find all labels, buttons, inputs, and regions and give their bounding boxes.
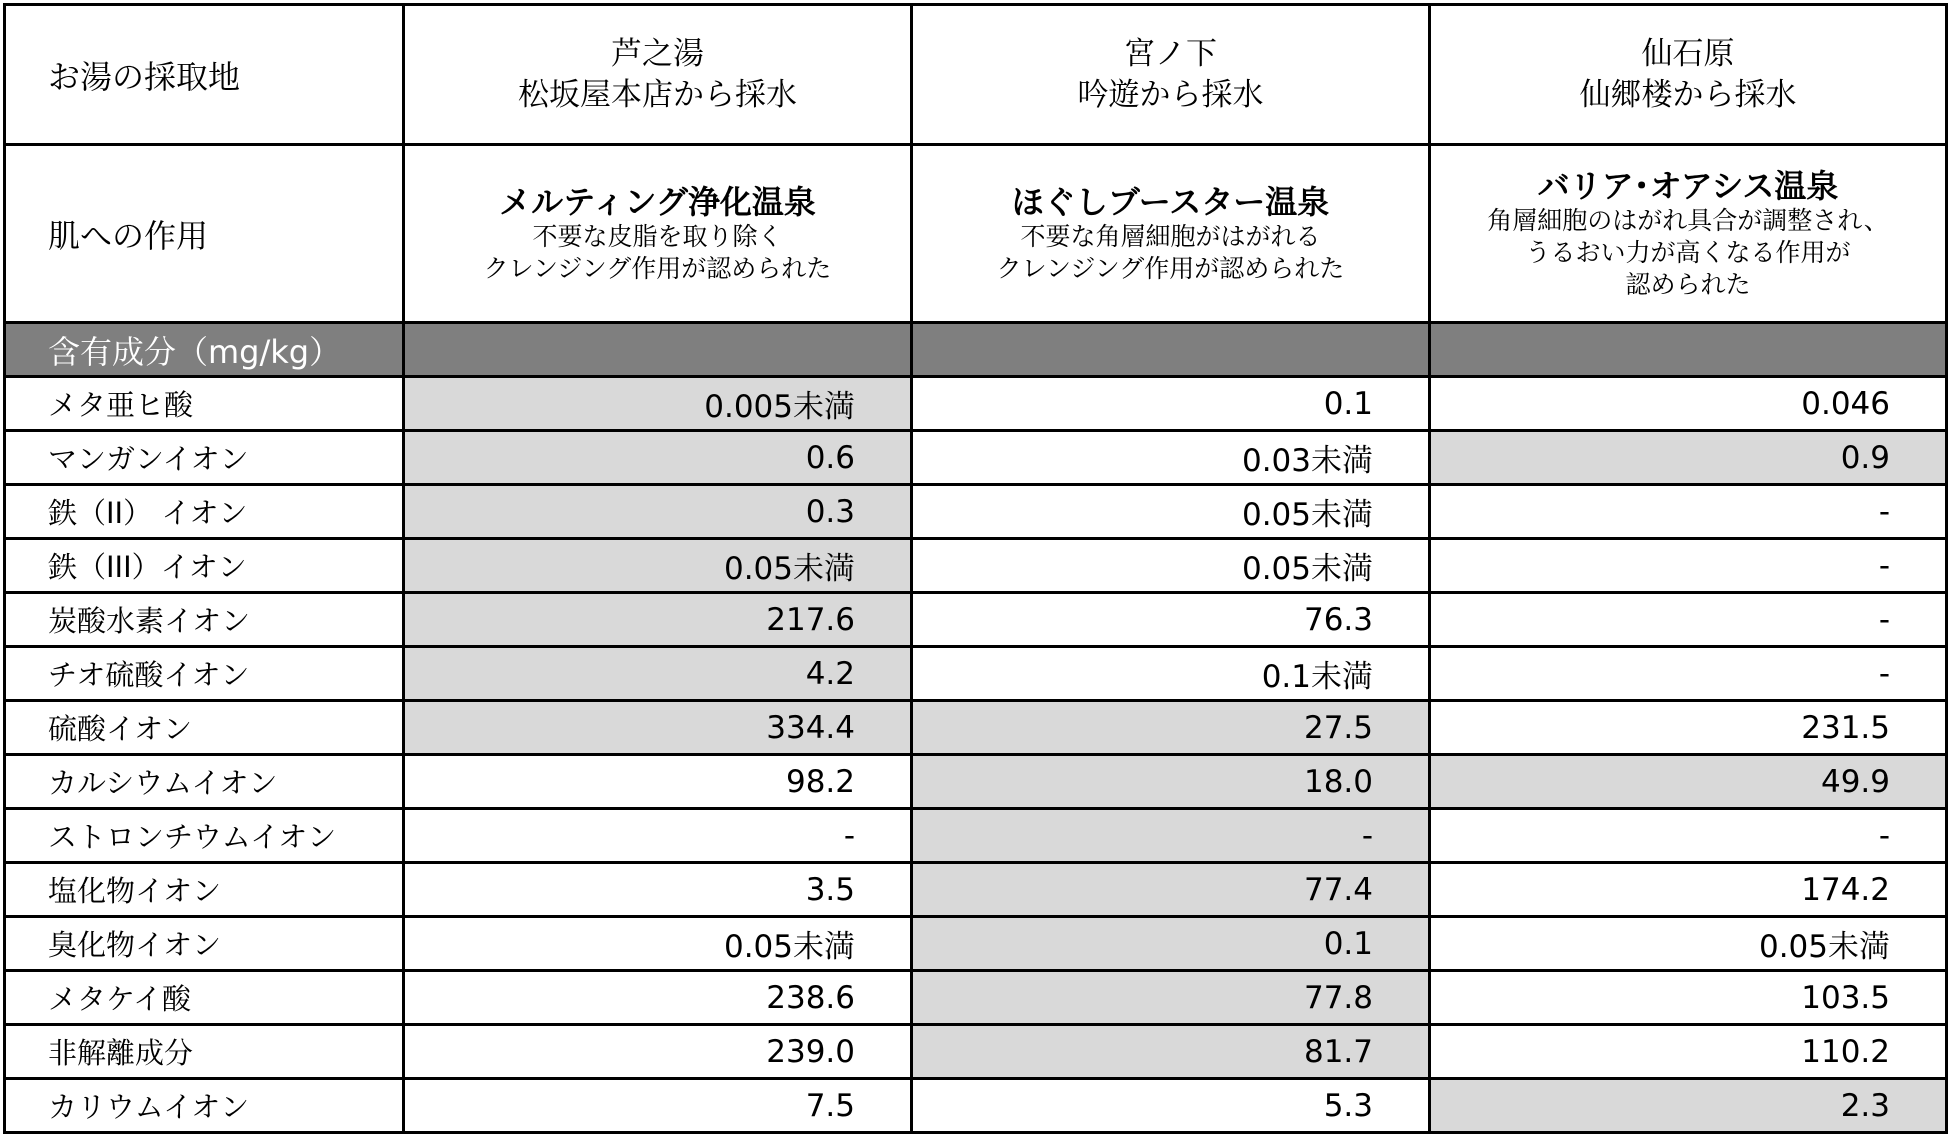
- component-name: ストロンチウムイオン: [5, 809, 404, 863]
- component-row: [5, 485, 1947, 539]
- component-value: 0.05未満: [1430, 917, 1947, 971]
- component-value: 3.5: [404, 863, 912, 917]
- component-value: 77.4: [912, 863, 1430, 917]
- component-row: [5, 1025, 1947, 1079]
- component-row: [5, 377, 1947, 431]
- component-value: 110.2: [1430, 1025, 1947, 1079]
- component-value: -: [404, 809, 912, 863]
- source-name: 松坂屋本店から採水: [518, 76, 797, 113]
- effect-title: メルティング浄化温泉: [499, 182, 816, 221]
- effect-description-line: 不要な角層細胞がはがれる: [1020, 221, 1321, 251]
- component-value: -: [1430, 485, 1947, 539]
- component-row: [5, 647, 1947, 701]
- component-value: 0.3: [404, 485, 912, 539]
- component-value: 334.4: [404, 701, 912, 755]
- component-row: [5, 593, 1947, 647]
- component-value: 0.05未満: [912, 539, 1430, 593]
- place-name: 芦之湯: [611, 35, 704, 72]
- place-name: 仙石原: [1641, 35, 1735, 72]
- component-value: -: [1430, 593, 1947, 647]
- component-name: 炭酸水素イオン: [5, 593, 404, 647]
- component-value: 49.9: [1430, 755, 1947, 809]
- component-value: 103.5: [1430, 971, 1947, 1025]
- component-value: 0.9: [1430, 431, 1947, 485]
- effect-description-line: 認められた: [1625, 269, 1751, 299]
- component-value: 27.5: [912, 701, 1430, 755]
- component-value: 0.1未満: [912, 647, 1430, 701]
- components-section-label: 含有成分（mg/kg）: [5, 323, 404, 377]
- spring-comparison-table: [3, 3, 1948, 1134]
- component-name: 臭化物イオン: [5, 917, 404, 971]
- component-value: 0.005未満: [404, 377, 912, 431]
- component-row: [5, 1079, 1947, 1133]
- component-row: [5, 809, 1947, 863]
- component-name: 塩化物イオン: [5, 863, 404, 917]
- effect-title: バリア･オアシス温泉: [1537, 166, 1839, 205]
- effect-row: [5, 145, 1947, 323]
- effect-label: 肌への作用: [5, 145, 404, 323]
- component-value: -: [1430, 647, 1947, 701]
- component-value: 4.2: [404, 647, 912, 701]
- component-name: 硫酸イオン: [5, 701, 404, 755]
- component-name: メタ亜ヒ酸: [5, 377, 404, 431]
- component-row: [5, 431, 1947, 485]
- component-value: 0.6: [404, 431, 912, 485]
- component-value: 5.3: [912, 1079, 1430, 1133]
- location-row: [5, 5, 1947, 145]
- component-value: 0.05未満: [912, 485, 1430, 539]
- component-value: 174.2: [1430, 863, 1947, 917]
- component-row: [5, 863, 1947, 917]
- components-section-row: [5, 323, 1947, 377]
- component-value: -: [1430, 539, 1947, 593]
- component-name: カルシウムイオン: [5, 755, 404, 809]
- source-name: 吟遊から採水: [1077, 76, 1264, 113]
- source-name: 仙郷楼から採水: [1579, 76, 1797, 113]
- component-row: [5, 701, 1947, 755]
- component-value: 77.8: [912, 971, 1430, 1025]
- section-filler: [404, 323, 912, 377]
- effect-description-line: クレンジング作用が認められた: [996, 253, 1345, 283]
- component-value: 81.7: [912, 1025, 1430, 1079]
- component-value: 0.03未満: [912, 431, 1430, 485]
- location-label: お湯の採取地: [5, 5, 404, 145]
- location-cell-miyanoshita: [912, 5, 1430, 145]
- component-row: [5, 755, 1947, 809]
- effect-description-line: 角層細胞のはがれ具合が調整され、: [1487, 205, 1889, 235]
- location-cell-ashinoyu: [404, 5, 912, 145]
- component-value: -: [912, 809, 1430, 863]
- component-row: [5, 917, 1947, 971]
- section-filler: [912, 323, 1430, 377]
- component-value: 217.6: [404, 593, 912, 647]
- component-name: カリウムイオン: [5, 1079, 404, 1133]
- effect-cell-sengokuhara: [1430, 145, 1947, 323]
- component-name: マンガンイオン: [5, 431, 404, 485]
- component-value: 0.1: [912, 917, 1430, 971]
- component-value: 0.046: [1430, 377, 1947, 431]
- effect-cell-miyanoshita: [912, 145, 1430, 323]
- component-name: 鉄（II） イオン: [5, 485, 404, 539]
- component-value: 239.0: [404, 1025, 912, 1079]
- component-value: 2.3: [1430, 1079, 1947, 1133]
- effect-description-line: クレンジング作用が認められた: [483, 253, 832, 283]
- component-value: 0.1: [912, 377, 1430, 431]
- component-value: 0.05未満: [404, 917, 912, 971]
- place-name: 宮ノ下: [1124, 35, 1217, 72]
- location-cell-sengokuhara: [1430, 5, 1947, 145]
- effect-description-line: 不要な皮脂を取り除く: [532, 221, 783, 251]
- component-row: [5, 971, 1947, 1025]
- component-value: 76.3: [912, 593, 1430, 647]
- component-row: [5, 539, 1947, 593]
- component-value: -: [1430, 809, 1947, 863]
- component-name: 非解離成分: [5, 1025, 404, 1079]
- component-value: 0.05未満: [404, 539, 912, 593]
- component-value: 7.5: [404, 1079, 912, 1133]
- component-value: 98.2: [404, 755, 912, 809]
- effect-title: ほぐしブースター温泉: [1011, 182, 1330, 221]
- component-value: 18.0: [912, 755, 1430, 809]
- section-filler: [1430, 323, 1947, 377]
- effect-cell-ashinoyu: [404, 145, 912, 323]
- component-name: チオ硫酸イオン: [5, 647, 404, 701]
- component-name: メタケイ酸: [5, 971, 404, 1025]
- component-name: 鉄（III）イオン: [5, 539, 404, 593]
- component-value: 231.5: [1430, 701, 1947, 755]
- effect-description-line: うるおい力が高くなる作用が: [1525, 237, 1851, 267]
- component-value: 238.6: [404, 971, 912, 1025]
